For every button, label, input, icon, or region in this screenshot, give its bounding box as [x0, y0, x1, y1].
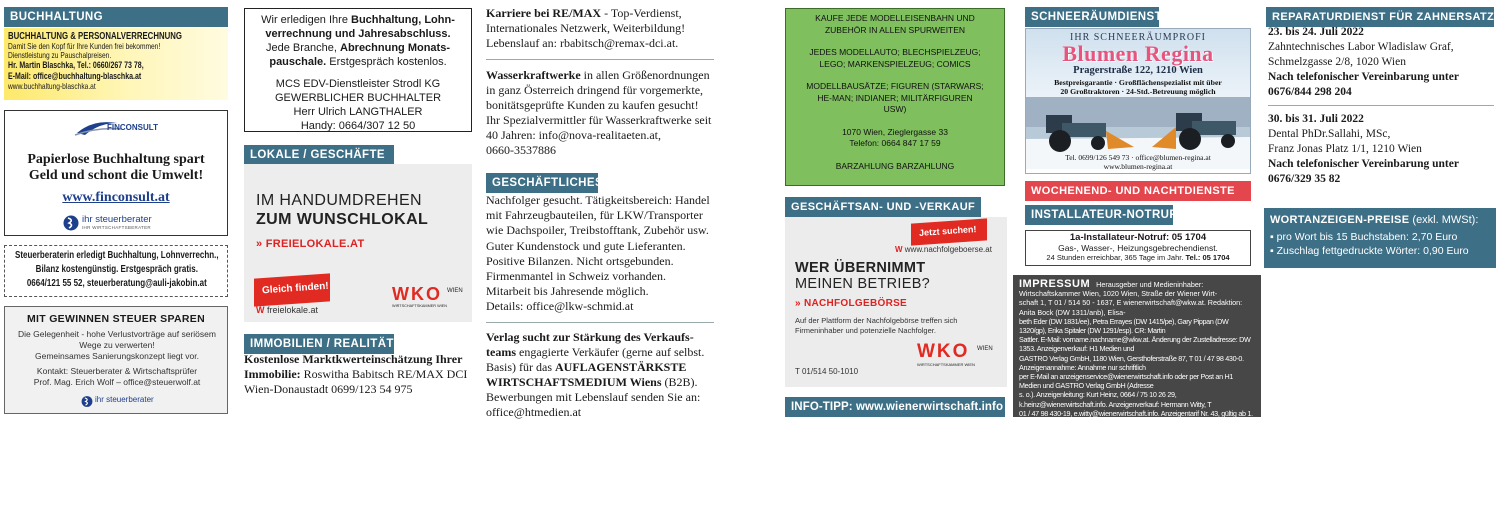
impressum-line: per E-Mail an anzeigenservice@wienerwirtschaft.info oder per Post an H1 Medien und GASTRO Verlag GmbH (Adresse: [1019, 372, 1234, 391]
ad-blumen-regina[interactable]: [1025, 28, 1251, 174]
ad-nachfolger[interactable]: [486, 193, 718, 315]
entry-phone[interactable]: 0676/844 298 204: [1268, 86, 1352, 98]
ad-contact: MCS EDV-Dienstleister Strodl KG: [275, 78, 441, 90]
ad-text: Bilanz kostengünstig. Erstgespräch gratis.: [35, 264, 198, 275]
badge-subtext: IHR WIRTSCHAFTSBERATER: [82, 225, 151, 230]
impressum-line: GASTRO Verlag GmbH, 1180 Wien, Gersthoferstraße 87, T 01 / 47 98 430-0. Anzeigenannahme: Annahme nur schriftlich: [1019, 353, 1244, 372]
preise-title: WORTANZEIGEN-PREISE (exkl. MWSt):: [1270, 214, 1479, 226]
steuerberater-icon: [63, 214, 79, 232]
badge-text: ihr steuerberater: [95, 395, 154, 404]
entry-text: Nach telefonischer Vereinbarung unter: [1268, 71, 1459, 83]
ad-contact: Wien-Donaustadt 0699/123 54 975: [244, 382, 413, 396]
ad-contact[interactable]: 0664/121 55 52, steuerberatung@auli-jakobin.at: [26, 278, 207, 289]
ad-contact: 1070 Wien, Zieglergasse 33: [842, 126, 948, 137]
ad-text: in ganz Österreich dringend für vorgemerkte,: [486, 83, 704, 97]
ad-contact: 40 Jahren: info@nova-realitaeten.at,: [486, 128, 661, 142]
wortanzeigen-preise-box: [1264, 208, 1496, 268]
ad-headline: Papierlose Buchhaltung spart: [27, 152, 205, 167]
ad-steuerwolf[interactable]: [4, 306, 228, 414]
ad-text: Karriere bei RE/MAX - Top-Verdienst,: [486, 6, 682, 20]
ad-text: Kostenlose Marktkwerteinschätzung Ihrer Immobilie: Roswitha Babitsch RE/MAX DCI: [244, 352, 468, 381]
ad-website[interactable]: www.blumen-regina.at: [1103, 162, 1173, 171]
entry-address: Franz Jonas Platz 1/1, 1210 Wien: [1268, 143, 1422, 155]
ad-headline: Geld und schont die Umwelt!: [28, 168, 204, 183]
impressum-line: verhältnisse nach dem Mediengesetz: Wirtschaftskammer Wien, 1020 Wien, Straße der Wiener Wirtschaft 1. Siehe auch:: [1019, 482, 1241, 501]
impressum-line: Herausgeber und Medieninhaber: Wirtschaftskammer Wien, 1020 Wien, Straße der Wiener Wirt-: [1019, 280, 1218, 299]
ad-text: wie Dachspoiler, Treibstofftank, Zubehör usw.: [486, 223, 709, 238]
entry-text: Nach telefonischer Vereinbarung unter: [1268, 158, 1459, 170]
ad-email[interactable]: E-Mail: office@buchhaltung-blaschka.at: [8, 71, 142, 81]
freielokale-url[interactable]: W freielokale.at: [256, 305, 319, 315]
entry-phone[interactable]: 0676/329 35 82: [1268, 173, 1341, 185]
impressum-line: meinen die weibliche und männliche Form.: [1019, 519, 1156, 528]
preise-item: ▪ pro Wort bis 15 Buchstaben: 2,70 Euro: [1270, 231, 1458, 243]
divider: [486, 322, 714, 323]
ad-headline: 1a-Installateur-Notruf: 05 1704: [1069, 232, 1207, 243]
section-header-schneeraeumdienst: SCHNEERÄUMDIENST: [1025, 7, 1159, 27]
wko-sub-text: WIRTSCHAFTSKAMMER WIEN: [917, 362, 975, 367]
nachfolgeboerse-url[interactable]: W www.nachfolgeboerse.at: [895, 245, 992, 254]
ad-headline: WER ÜBERNIMMT: [795, 260, 926, 276]
ad-text: verrechnung und Jahresabschluss.: [265, 28, 451, 40]
ad-remax-immo[interactable]: [244, 352, 474, 397]
w-icon: W: [895, 245, 905, 254]
impressum-box: [1013, 275, 1261, 528]
ad-text: Mitarbeit bis Jahresende möglich.: [486, 284, 649, 299]
ad-text: Guter Kundenstock und gute Lieferanten.: [486, 238, 686, 253]
ad-phone[interactable]: Telefon: 0664 847 17 59: [849, 138, 941, 148]
ad-website[interactable]: www.buchhaltung-blaschka.at: [8, 81, 96, 91]
ad-text: Auf der Plattform der Nachfolgebörse treffen sich: [795, 316, 958, 325]
ad-contact: office@htmedien.at: [486, 405, 582, 419]
ad-text: Gemeinsames Sanierungskonzept liegt vor.: [35, 351, 199, 361]
ad-contact[interactable]: Tel. 0699/126 549 73 · office@blumen-regina.at: [1065, 153, 1211, 162]
ad-website[interactable]: www.finconsult.at: [62, 190, 170, 205]
ad-contact: Herr Ulrich LANGTHALER: [293, 106, 423, 118]
ad-finconsult[interactable]: [4, 110, 228, 236]
w-icon: W: [256, 305, 267, 315]
ad-freielokale[interactable]: [244, 164, 472, 322]
impressum-text: [1019, 280, 1255, 528]
ad-text: Dienstleistung zu Pauschalpreisen.: [8, 50, 112, 60]
wko-logo: [392, 284, 464, 310]
ad-text: Internationales Netzwerk, Weiterbildung!: [486, 21, 686, 35]
ad-wasserkraftwerke[interactable]: [486, 68, 718, 158]
impressum-line: s. o.). Anzeigenleitung: Kurt Heinz, 0664 / 75 10 26 29, k.heinz@wienerwirtschaft.info. Anzeigenverkauf: Hermann Witty, T: [1019, 390, 1212, 409]
ad-text: Bewerbungen mit Lebenslauf senden Sie an:: [486, 390, 701, 404]
section-header-wochenend: WOCHENEND- UND NACHTDIENSTE: [1025, 181, 1251, 201]
wko-logo: [917, 341, 1001, 369]
steuerberater-badge: [63, 214, 183, 232]
impressum-line: beth Eder (DW 1831/ee), Petra Errayes (DW 1415/pe), Gary Pippan (DW 1320/gp), Erika Spitaler (DW 1291/esp). CR: Martin: [1019, 316, 1229, 336]
steuerberater-badge: [81, 395, 171, 409]
ad-text: Hr. Martin Blaschka, Tel.: 0660/267 73 78,: [8, 60, 144, 70]
ad-text: Die Gelegenheit - hohe Verlustvorträge auf seriösem: [18, 329, 216, 339]
ad-text: BARZAHLUNG BARZAHLUNG: [835, 160, 955, 171]
ad-phone[interactable]: T 01/514 50-1010: [795, 367, 859, 376]
wko-logo-text: WKO: [917, 341, 970, 362]
ad-text: Steuerberaterin erledigt Buchhaltung, Lohnverrechn.,: [15, 250, 219, 261]
divider: [1268, 105, 1494, 106]
ad-text: pauschale. Erstgespräch kostenlos.: [269, 56, 447, 68]
impressum-line: wko.at/wien/offenlegung. Verbreitete Auflage laut ÖAK: 111.284 (2. Hj. 2021). Alle geschlechtsspezifischen Formulierungen: [1019, 500, 1253, 520]
entry-zahnersatz-1: [1268, 25, 1498, 100]
entry-text: Zahntechnisches Labor Wladislaw Graf,: [1268, 41, 1454, 53]
ad-text: mit Fahrzeugbauteilen, für LKW/Transporter: [486, 208, 703, 223]
ad-text: Wege zu verwerten!: [79, 340, 155, 350]
ad-headline: ZUM WUNSCHLOKAL: [256, 211, 429, 228]
ad-text: Verlag sucht zur Stärkung des Verkaufs-: [486, 330, 694, 344]
ad-remax-karriere[interactable]: [486, 6, 716, 51]
ad-text: HE-MAN; INDIANER; MILITÄRFIGUREN: [817, 92, 973, 103]
section-header-installateur: INSTALLATEUR-NOTRUF: [1025, 205, 1173, 225]
ad-text: Gas-, Wasser-, Heizungsgebrechendienst.: [1058, 243, 1218, 253]
entry-text: Dental PhDr.Sallahi, MSc,: [1268, 128, 1391, 140]
ad-text: bonitätsgeprüfte Kunden zu kaufen gesucht!: [486, 98, 699, 112]
ad-text: JEDES MODELLAUTO; BLECHSPIELZEUG;: [809, 47, 981, 57]
section-header-reparaturdienst: REPARATURDIENST FÜR ZAHNERSATZ: [1266, 7, 1494, 27]
ad-text: MODELLBAUSÄTZE; FIGUREN (STARWARS;: [806, 81, 984, 91]
jetzt-suchen-label: Jetzt suchen!: [918, 224, 977, 238]
finconsult-logo: [73, 117, 163, 139]
ad-text: WIRTSCHAFTSMEDIUM Wiens (B2B).: [486, 375, 698, 389]
section-header-immobilien: IMMOBILIEN / REALITÄTEN: [244, 334, 394, 354]
ad-address: Pragerstraße 122, 1210 Wien: [1073, 65, 1203, 76]
ad-text: Basis) für das AUFLAGENSTÄRKSTE: [486, 360, 687, 374]
wko-logo-text: WKO: [392, 284, 442, 304]
ad-contact: Lebenslauf an: rbabitsch@remax-dci.at.: [486, 36, 679, 50]
ad-text: Positive Bilanzen. Nicht ortsgebunden.: [486, 253, 674, 268]
ad-text: Firmenmantel in Schweiz vorhanden.: [486, 269, 666, 284]
steuerberater-icon: [81, 395, 93, 408]
ad-text: KAUFE JEDE MODELLEISENBAHN UND: [815, 13, 975, 23]
ad-text: Bestpreisgarantie · Großflächenspezialist mit über: [1054, 78, 1222, 87]
ad-headline: Blumen Regina: [1062, 41, 1214, 66]
entry-zahnersatz-2: [1268, 112, 1498, 187]
ad-mcs-strodl[interactable]: [244, 8, 472, 132]
ad-blaschka[interactable]: [4, 28, 228, 100]
section-header-geschaeftliches: GESCHÄFTLICHES: [486, 173, 598, 193]
ad-installateur-notruf[interactable]: [1025, 230, 1251, 266]
ad-text: Wir erledigen Ihre Buchhaltung, Lohn-: [261, 14, 455, 26]
entry-address: Schmelzgasse 2/8, 1020 Wien: [1268, 56, 1406, 68]
section-header-geschaeftsan-verkauf: GESCHÄFTSAN- UND -VERKAUF: [785, 197, 981, 217]
wko-wien-text: WIEN: [447, 288, 463, 294]
ad-title: BUCHHALTUNG & PERSONALVERRECHNUNG: [8, 31, 182, 42]
ad-phone[interactable]: Handy: 0664/307 12 50: [300, 120, 416, 132]
wko-wien-text: WIEN: [977, 346, 993, 352]
bullet-icon: ▪: [1270, 231, 1277, 243]
ad-text: Firmeninhaber und potenzielle Nachfolger.: [795, 326, 936, 335]
ad-text: teams engagierte Verkäufer (gerne auf selbst.: [486, 345, 705, 359]
ad-modelleisenbahn[interactable]: [785, 8, 1005, 186]
gleich-finden-label: Gleich finden!: [261, 280, 329, 297]
impressum-line: Sattler. E-Mail: vorname.nachname@wkw.at. Änderung der Zustelladresse: DW 1353. Anzeigenverkauf: H1 Medien und: [1019, 335, 1251, 354]
ad-text: IHR SCHNEERÄUMPROFI: [1070, 32, 1206, 43]
freielokale-link[interactable]: » FREIELOKALE.AT: [256, 238, 365, 250]
entry-date: 30. bis 31. Juli 2022: [1268, 113, 1364, 125]
ad-contact[interactable]: Prof. Mag. Erich Wolf – office@steuerwolf.at: [33, 377, 201, 387]
nachfolgeboerse-link[interactable]: » NACHFOLGEBÖRSE: [795, 298, 908, 309]
ad-text: ZUBEHÖR IN ALLEN SPURWEITEN: [824, 24, 966, 35]
impressum-line: Verlag AG, 1030 Wien, Faradaygasse 6. Jahresbezugspreis: € 54,–. Für Mitglieder der Wirtschaftskammer Wien kosten-: [1019, 427, 1228, 446]
finconsult-logo-text: FINCONSULT: [107, 123, 158, 132]
entry-date: 23. bis 24. Juli 2022: [1268, 26, 1364, 38]
ad-contact: 0660-3537886: [486, 143, 556, 157]
ad-verlag[interactable]: [486, 330, 718, 420]
ad-text: Wasserkraftwerke in allen Größenordnungen: [486, 68, 710, 82]
bullet-icon: ▪: [1270, 245, 1277, 257]
ad-text: Nachfolger gesucht. Tätigkeitsbereich: Handel: [486, 193, 710, 207]
ad-nachfolgeboerse[interactable]: [785, 217, 1007, 387]
ad-headline: IM HANDUMDREHEN: [256, 192, 422, 209]
section-header-buchhaltung: BUCHHALTUNG: [4, 7, 228, 27]
ad-headline: MEINEN BETRIEB?: [795, 276, 931, 292]
ad-title: MIT GEWINNEN STEUER SPAREN: [27, 313, 205, 325]
impressum-title: IMPRESSUM: [1019, 278, 1091, 290]
preise-item: ▪ Zuschlag fettgedruckte Wörter: 0,90 Euro: [1270, 245, 1469, 257]
ad-text: Ihr Spezialvermittler für Wasserkraftwerke seit: [486, 113, 712, 127]
ad-contact: GEWERBLICHER BUCHHALTER: [274, 92, 442, 104]
impressum-line: Wahrnehmung der gemeinsamen Interessen aller Mitglieder der Wirtschaftskammer Wien. Offenlegung der Eigentums-: [1019, 464, 1205, 483]
wko-sub-text: WIRTSCHAFTSKAMMER WIEN: [392, 304, 447, 308]
ad-text: Kontakt: Steuerberater & Wirtschaftsprüfer: [36, 366, 198, 376]
badge-text: ihr steuerberater: [82, 214, 152, 225]
ad-text: 24 Stunden erreichbar, 365 Tage im Jahr. Tel.: 05 1704: [1046, 253, 1230, 262]
section-header-lokale: LOKALE / GESCHÄFTE: [244, 145, 394, 165]
impressum-line: los. Nachdruck oder Verwendung in Online-Medien nur bei voller Quellenangabe gestattet. Grundlegende Richtung:: [1019, 445, 1253, 464]
ad-text: LEGO; MARKENSPIELZEUG; COMICS: [819, 58, 971, 69]
impressum-line: 01 / 47 98 430-19, e.witty@wienerwirtschaft.info. Anzeigentarif Nr. 43, gültig ab 1. 1. 2022. Hersteller: Herold Druck und: [1019, 408, 1253, 428]
ad-steuerberaterin[interactable]: [4, 245, 228, 297]
impressum-line: schaft 1, T 01 / 514 50 - 1637, E wienerwirtschaft@wkw.at. Redaktion: Anita Bock (DW 1311/anb), Elisa-: [1019, 298, 1243, 317]
ad-contact: Details: office@lkw-schmid.at: [486, 299, 634, 314]
ad-text: Jede Branche, Abrechnung Monats-: [266, 42, 450, 54]
ad-text: Damit Sie den Kopf für Ihre Kunden frei bekommen!: [8, 41, 161, 51]
ad-text: USW): [883, 104, 907, 114]
info-tipp-banner[interactable]: INFO-TIPP: www.wienerwirtschaft.info: [785, 397, 1005, 417]
ad-text: 20 Großtraktoren · 24-Std.-Betreuung möglich: [1060, 87, 1216, 96]
divider: [486, 59, 714, 60]
